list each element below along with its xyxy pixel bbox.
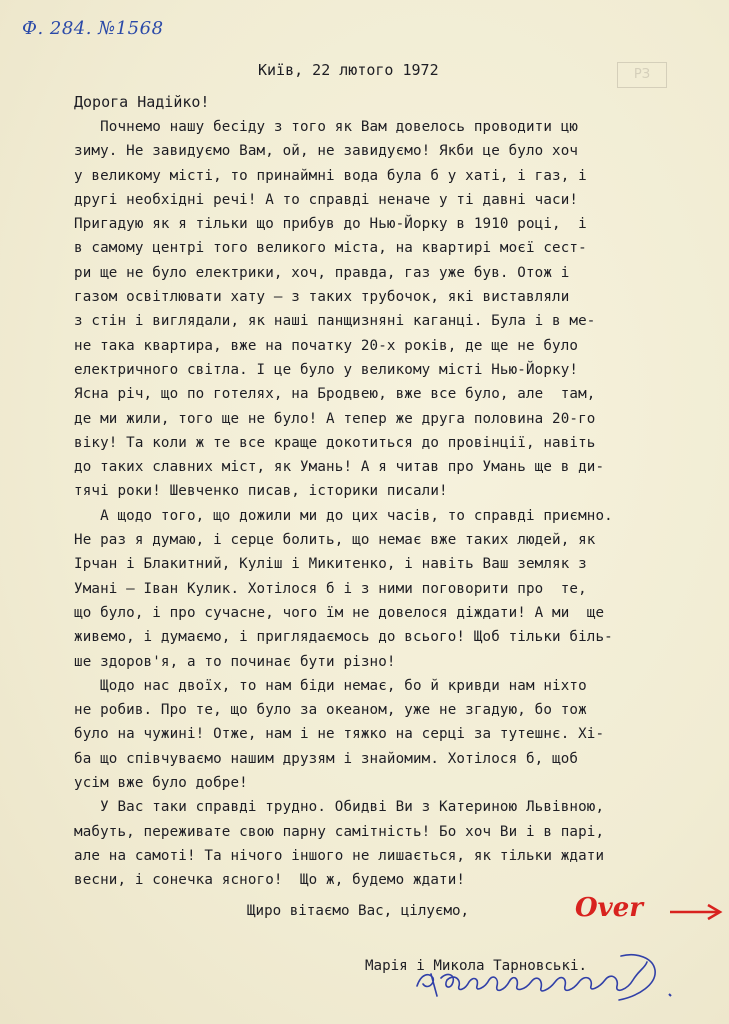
body-line: другі необхідні речі! А то справді неначе у ті давні часи! [74, 191, 579, 208]
body-line: не робив. Про те, що було за океаном, уже не згадую, бо тож [74, 702, 587, 719]
body-line: електричного світла. І це було у великому місті Нью-Йорку! [74, 361, 579, 378]
body-line: але на самоті! Та нічого іншого не лишається, як тільки ждати [74, 847, 605, 864]
body-line: Не раз я думаю, і серце болить, що немає вже таких людей, як [74, 532, 596, 549]
body-line: усім вже було добре! [74, 775, 248, 792]
body-line: що було, і про сучасне, чого їм не довелося діждати! А ми ще [74, 604, 605, 621]
body-line: з стін і виглядали, як наші панщизняні каганці. Була і в ме- [74, 313, 596, 330]
body-line: весни, і сонечка ясного! Що ж, будемо ждати! [74, 872, 466, 889]
body-line: газом освітлювати хату — з таких трубочок, які виставляли [74, 289, 570, 306]
closing-line: Щиро вітаємо Вас, цілуємо, [247, 903, 470, 919]
arrow-right-icon [668, 902, 724, 922]
body-line: де ми жили, того ще не було! А тепер же друга половина 20-го [74, 410, 596, 427]
faint-stamp: РЗ [617, 62, 667, 88]
body-line: тячі роки! Шевченко писав, історики писали! [74, 483, 448, 500]
body-line: Ясна річ, що по готелях, на Бродвею, вже все було, але там, [74, 386, 596, 403]
handwritten-signature-icon [407, 948, 697, 1008]
body-line: ри ще не було електрики, хоч, правда, газ уже був. Отож і [74, 264, 570, 281]
body-line: А щодо того, що дожили ми до цих часів, то справді приємно. [74, 507, 613, 524]
body-line: ба що співчуваємо нашим друзям і знайомим. Хотілося б, щоб [74, 750, 579, 767]
body-line: ше здоров'я, а то починає бути різно! [74, 653, 396, 670]
body-line: до таких славних міст, як Умань! А я читав про Умань ще в ди- [74, 459, 605, 476]
body-line: мабуть, переживате свою парну самітність! Бо хоч Ви і в парі, [74, 823, 605, 840]
letter-date: Київ, 22 лютого 1972 [258, 61, 439, 79]
body-line: живемо, і думаємо, і приглядаємось до всього! Щоб тільки біль- [74, 629, 613, 646]
body-line: Умані — Іван Кулик. Хотілося б і з ними поговорити про те, [74, 580, 587, 597]
salutation: Дорога Надійко! [74, 93, 210, 111]
letter-body [74, 115, 613, 893]
body-line: Щодо нас двоїх, то нам біди немає, бо й кривди нам ніхто [74, 677, 587, 694]
body-line: в самому центрі того великого міста, на квартирі моєї сест- [74, 240, 587, 257]
body-line: не така квартира, вже на початку 20-х років, де ще не було [74, 337, 579, 354]
over-note: Over [575, 893, 643, 923]
body-line: було на чужині! Отже, нам і не тяжко на серці за тутешнє. Хі- [74, 726, 605, 743]
body-line: Почнемо нашу бесіду з того як Вам довелось проводити цю [74, 119, 579, 135]
body-line: Ірчан і Блакитний, Куліш і Микитенко, і навіть Ваш земляк з [74, 556, 587, 573]
signers-line: Марія і Микола Тарновські. [365, 958, 588, 974]
body-line: У Вас таки справді трудно. Обидві Ви з Катериною Львівною, [74, 799, 605, 816]
body-line: у великому місті, то принаймні вода була б у хаті, і газ, і [74, 167, 587, 184]
body-line: Пригадую як я тільки що прибув до Нью-Йорку в 1910 році, і [74, 216, 587, 233]
body-line: віку! Та коли ж те все краще докотиться до провінції, навіть [74, 434, 596, 451]
body-line: зиму. Не завидуємо Вам, ой, не завидуємо! Якби це було хоч [74, 143, 579, 160]
archive-reference: Ф. 284. №1568 [22, 18, 164, 39]
